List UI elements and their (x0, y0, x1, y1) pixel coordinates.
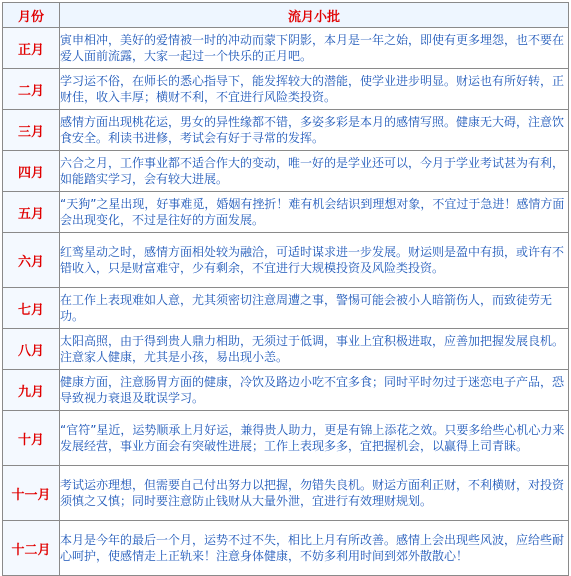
fortune-text: “天狗”之星出现，好事难觅，婚姻有挫折！难有机会结识到理想对象，不宜过于急进！感情方面会出现变化，不过是往好的方面发展。 (60, 192, 569, 233)
table-row (3, 466, 569, 521)
month-column-header: 月份 (3, 3, 60, 28)
table-row (3, 192, 569, 233)
month-label: 五月 (3, 192, 60, 233)
fortune-text: 六合之月，工作事业都不适合作大的变动，唯一好的是学业还可以，今月于学业考试甚为有利，如能踏实学习，会有较大进展。 (60, 151, 569, 192)
table-row (3, 151, 569, 192)
fortune-table-container (2, 2, 568, 576)
fortune-text: 红鸾星动之时，感情方面相处较为融洽，可适时谋求进一步发展。财运则是盈中有损，或许有不错收入，只是财富难守，少有剩余，不宜进行大规模投资及风险类投资。 (60, 233, 569, 288)
monthly-fortune-table (2, 2, 569, 576)
fortune-text: “官符”星近，运势顺承上月好运，兼得贵人助力，更是有锦上添花之效。只要多给些心机心力来发展经营，事业方面会有突破性进展；工作上表现多多，宜把握机会，以赢得上司青睐。 (60, 411, 569, 466)
fortune-text: 健康方面，注意肠胃方面的健康，冷饮及路边小吃不宜多食；同时平时勿过于迷恋电子产品，恐导致视力衰退及耽误学习。 (60, 370, 569, 411)
fortune-column-header: 流月小批 (60, 3, 569, 28)
table-row (3, 69, 569, 110)
table-row (3, 28, 569, 69)
month-label: 正月 (3, 28, 60, 69)
month-label: 二月 (3, 69, 60, 110)
table-row (3, 370, 569, 411)
month-label: 十二月 (3, 521, 60, 576)
month-label: 十月 (3, 411, 60, 466)
month-label: 四月 (3, 151, 60, 192)
month-label: 三月 (3, 110, 60, 151)
month-label: 八月 (3, 329, 60, 370)
table-row (3, 329, 569, 370)
table-row (3, 411, 569, 466)
fortune-text: 在工作上表现难如人意，尤其须密切注意周遭之事，警惕可能会被小人暗箭伤人，而致徒劳无功。 (60, 288, 569, 329)
fortune-text: 感情方面出现桃花运，男女的异性缘都不错，多姿多彩是本月的感情写照。健康无大碍，注意饮食安全。利读书进修，考试会有好于寻常的发挥。 (60, 110, 569, 151)
fortune-text: 太阳高照，由于得到贵人鼎力相助，无须过于低调，事业上宜积极进取，应善加把握发展良机。注意家人健康，尤其是小孩，易出现小恙。 (60, 329, 569, 370)
month-label: 十一月 (3, 466, 60, 521)
month-label: 九月 (3, 370, 60, 411)
fortune-text: 学习运不俗，在师长的悉心指导下，能发挥较大的潜能，使学业进步明显。财运也有所好转，正财佳，收入丰厚；横财不利，不宜进行风险类投资。 (60, 69, 569, 110)
fortune-text: 考试运亦理想，但需要自己付出努力以把握，勿错失良机。财运方面利正财，不利横财，对投资须慎之又慎；同时要注意防止钱财从大量外泄，宜进行有效理财规划。 (60, 466, 569, 521)
table-row (3, 288, 569, 329)
month-label: 七月 (3, 288, 60, 329)
month-label: 六月 (3, 233, 60, 288)
fortune-text: 本月是今年的最后一个月，运势不过不失，相比上月有所改善。感情上会出现些风波，应给些耐心呵护，使感情走上正轨来！注意身体健康，不妨多利用时间到郊外散散心！ (60, 521, 569, 576)
table-row (3, 233, 569, 288)
fortune-text: 寅申相冲，美好的爱情被一时的冲动而蒙下阴影，本月是一年之始，即使有更多埋怨，也不要在爱人面前流露，大家一起过一个快乐的正月吧。 (60, 28, 569, 69)
table-row (3, 110, 569, 151)
table-row (3, 521, 569, 576)
table-header-row (3, 3, 569, 28)
